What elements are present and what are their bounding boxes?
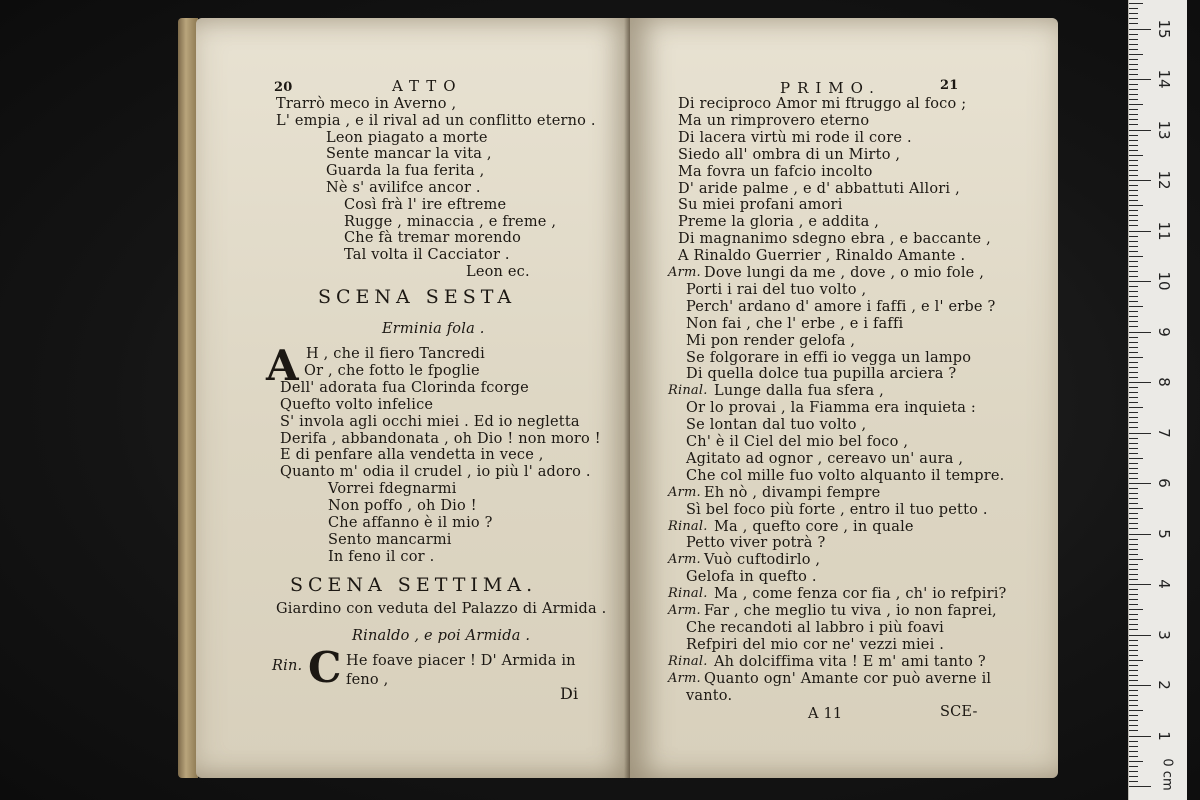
rin-line-2: feno , — [346, 672, 389, 688]
ruler-tick — [1129, 231, 1151, 232]
ruler-tick — [1129, 392, 1138, 393]
verse-line: Che fà tremar morendo — [344, 230, 522, 247]
ruler-tick — [1129, 357, 1143, 358]
ruler-tick — [1129, 119, 1138, 120]
ruler-number: 14 — [1155, 69, 1173, 89]
page-edges — [178, 18, 198, 778]
ruler-tick — [1129, 730, 1138, 731]
ruler-tick — [1129, 579, 1138, 580]
dialogue-line: Lunge dalla fua sfera , — [714, 383, 884, 400]
ruler-tick — [1129, 402, 1138, 403]
ruler-number: 2 — [1155, 680, 1173, 690]
ruler-tick — [1129, 387, 1138, 388]
ruler-tick — [1129, 422, 1138, 423]
running-head-right: PRIMO. — [780, 79, 881, 97]
right-page — [630, 18, 1058, 778]
running-head-left: ATTO — [392, 77, 463, 95]
ruler-tick — [1129, 382, 1151, 383]
dialogue-line: Di reciproco Amor mi ftruggo al foco ; — [678, 96, 967, 112]
dialogue-line: Dove lungi da me , dove , o mio fole , — [704, 265, 985, 281]
ruler-tick — [1129, 574, 1138, 575]
ruler-tick — [1129, 49, 1138, 50]
ruler-tick — [1129, 347, 1138, 348]
ruler-tick — [1129, 624, 1138, 625]
ruler-tick — [1129, 276, 1138, 277]
ruler-number: 6 — [1155, 478, 1173, 488]
verse-line: H , che il fiero Tancredi — [306, 346, 485, 362]
dialogue-line: Agitato ad ognor , cereavo un' aura , — [686, 450, 964, 467]
ruler-tick — [1129, 332, 1151, 333]
dialogue-line: Eh nò , divampi fempre — [704, 484, 881, 501]
ruler-tick — [1129, 220, 1138, 221]
ruler-tick — [1129, 619, 1138, 620]
ruler-tick — [1129, 675, 1138, 676]
ruler-tick — [1129, 604, 1138, 605]
ruler-tick — [1129, 720, 1138, 721]
verse-line: L' empia , e il rival ad un conflitto eterno . — [276, 112, 596, 129]
speaker-label: Rinal. — [668, 518, 708, 534]
ruler-tick — [1129, 155, 1143, 156]
drop-cap-a: A — [266, 341, 299, 390]
ruler-number: 7 — [1155, 427, 1173, 438]
dialogue-line: Ah dolciffima vita ! E m' ami tanto ? — [714, 653, 986, 670]
ruler-tick — [1129, 685, 1151, 686]
ruler-tick — [1129, 534, 1151, 535]
ruler-tick — [1129, 660, 1143, 661]
ruler-tick — [1129, 99, 1138, 100]
ruler-tick — [1129, 130, 1151, 131]
ruler-tick — [1129, 69, 1138, 70]
ruler-tick — [1129, 761, 1143, 762]
ruler-tick — [1129, 104, 1143, 105]
ruler-tick — [1129, 13, 1138, 14]
ruler-tick — [1129, 584, 1151, 585]
ruler-tick — [1129, 544, 1138, 545]
ruler-tick — [1129, 589, 1138, 590]
verse-line: Derifa , abbandonata , oh Dio ! non moro ! — [280, 430, 601, 447]
verse-line: Sente mancar la vita , — [326, 146, 492, 163]
dialogue-line: Or lo provai , la Fiamma era inquieta : — [686, 400, 976, 417]
verse-line: Guarda la fua ferita , — [326, 163, 485, 180]
dialogue-line: Quanto ogn' Amante cor può averne il — [704, 670, 992, 687]
ruler-tick — [1129, 690, 1138, 691]
ruler-number: 3 — [1155, 629, 1173, 640]
ruler-tick — [1129, 215, 1138, 216]
ruler-tick — [1129, 680, 1138, 681]
ruler-tick — [1129, 736, 1151, 737]
ruler-tick — [1129, 29, 1151, 30]
ruler-tick — [1129, 271, 1138, 272]
ruler-tick — [1129, 362, 1138, 363]
ruler-number: 5 — [1155, 528, 1173, 539]
ruler-tick — [1129, 417, 1138, 418]
verse-line: Leon ec. — [466, 264, 530, 280]
verse-line: Or , che fotto le fpoglie — [304, 362, 480, 379]
speaker-label: Rinal. — [668, 586, 708, 602]
speaker-label: Arm. — [668, 484, 701, 500]
verse-line: Rugge , minaccia , e freme , — [344, 213, 557, 230]
dialogue-line: Di magnanimo sdegno ebra , e baccante , — [678, 231, 991, 248]
ruler-tick — [1129, 614, 1138, 615]
ruler-tick — [1129, 665, 1138, 666]
dialogue-line: Gelofa in quefto . — [686, 569, 817, 586]
ruler-unit: 0 cm — [1159, 758, 1175, 791]
ruler-tick — [1129, 372, 1138, 373]
dialogue-line: Mi pon render gelofa , — [686, 332, 856, 349]
ruler-tick — [1129, 140, 1138, 141]
ruler-tick — [1129, 316, 1138, 317]
speaker-label: Rinal. — [668, 383, 708, 399]
ruler-tick — [1129, 508, 1143, 509]
dialogue-line: Ma fovra un fafcio incolto — [678, 163, 873, 180]
ruler-tick — [1129, 44, 1138, 45]
ruler-tick — [1129, 463, 1138, 464]
ruler-tick — [1129, 478, 1138, 479]
ruler-number: 8 — [1155, 377, 1173, 387]
ruler-tick — [1129, 756, 1138, 757]
signature-mark: A 11 — [808, 706, 843, 722]
ruler-tick — [1129, 705, 1138, 706]
ruler-tick — [1129, 640, 1138, 641]
ruler-tick — [1129, 569, 1138, 570]
ruler-tick — [1129, 407, 1143, 408]
ruler-tick — [1129, 175, 1138, 176]
ruler-tick — [1129, 281, 1151, 282]
ruler-tick — [1129, 700, 1138, 701]
measurement-ruler — [1128, 0, 1187, 800]
dialogue-line: Ch' è il Ciel del mio bel foco , — [686, 434, 909, 450]
speaker-label: Arm. — [668, 603, 701, 618]
open-book — [178, 18, 1058, 788]
ruler-number: 15 — [1155, 18, 1173, 39]
verse-line: Vorrei fdegnarmi — [328, 481, 457, 498]
ruler-tick — [1129, 564, 1138, 565]
ruler-tick — [1129, 109, 1138, 110]
ruler-tick — [1129, 458, 1143, 459]
ruler-tick — [1129, 321, 1138, 322]
verse-line: Quanto m' odia il crudel , io più l' adoro . — [280, 464, 591, 481]
ruler-tick — [1129, 205, 1143, 206]
dialogue-line: A Rinaldo Guerrier , Rinaldo Amante . — [678, 248, 966, 265]
ruler-tick — [1129, 412, 1138, 413]
ruler-number: 10 — [1155, 271, 1173, 291]
ruler-tick — [1129, 528, 1138, 529]
ruler-tick — [1129, 513, 1138, 514]
verse-line: Nè s' avilifce ancor . — [326, 180, 481, 196]
ruler-tick — [1129, 261, 1138, 262]
scene-6-title: SCENA SESTA — [318, 286, 517, 308]
ruler-tick — [1129, 195, 1138, 196]
dialogue-line: Se folgorare in effi io vegga un lampo — [686, 349, 972, 366]
verse-line: Non poffo , oh Dio ! — [328, 498, 477, 515]
ruler-number: 9 — [1155, 326, 1173, 337]
ruler-tick — [1129, 498, 1138, 499]
ruler-tick — [1129, 54, 1143, 55]
ruler-tick — [1129, 165, 1138, 166]
page-number-left: 20 — [274, 80, 293, 95]
verse-line: Dell' adorata fua Clorinda fcorge — [280, 379, 529, 396]
ruler-tick — [1129, 296, 1138, 297]
rin-line-1: He foave piacer ! D' Armida in — [346, 653, 576, 669]
dialogue-line: Ma , quefto core , in quale — [714, 518, 914, 535]
ruler-tick — [1129, 352, 1138, 353]
scene-7-cast: Rinaldo , e poi Armida . — [352, 628, 531, 644]
speaker-rin: Rin. — [272, 658, 303, 674]
ruler-number: 13 — [1155, 119, 1173, 140]
verse-line: E di penfare alla vendetta in vece , — [280, 447, 544, 464]
dialogue-line: Su miei profani amori — [678, 197, 843, 214]
ruler-tick — [1129, 766, 1138, 767]
dialogue-line: Non fai , che l' erbe , e i faffi — [686, 315, 904, 332]
scene-7-setting: Giardino con veduta del Palazzo di Armida . — [276, 601, 607, 617]
ruler-tick — [1129, 559, 1143, 560]
ruler-tick — [1129, 609, 1143, 610]
ruler-tick — [1129, 377, 1138, 378]
ruler-tick — [1129, 635, 1151, 636]
ruler-tick — [1129, 185, 1138, 186]
ruler-tick — [1129, 342, 1138, 343]
verse-line: In feno il cor . — [328, 548, 435, 565]
verse-line: Sento mancarmi — [328, 531, 452, 548]
ruler-tick — [1129, 180, 1151, 181]
ruler-tick — [1129, 549, 1138, 550]
verse-line: Trarrò meco in Averno , — [276, 96, 457, 112]
verse-line: Quefto volto infelice — [280, 396, 434, 413]
dialogue-line: vanto. — [686, 687, 733, 704]
ruler-tick — [1129, 746, 1138, 747]
verse-line: Che affanno è il mio ? — [328, 515, 493, 531]
dialogue-line: Ma un rimprovero eterno — [678, 112, 870, 129]
ruler-tick — [1129, 771, 1138, 772]
ruler-tick — [1129, 311, 1138, 312]
ruler-number: 1 — [1155, 730, 1173, 741]
scene-6-subtitle: Erminia fola . — [382, 321, 485, 337]
speaker-label: Rinal. — [668, 653, 708, 669]
ruler-tick — [1129, 337, 1138, 338]
ruler-tick — [1129, 554, 1138, 555]
ruler-tick — [1129, 367, 1138, 368]
ruler-tick — [1129, 438, 1138, 439]
ruler-tick — [1129, 443, 1138, 444]
ruler-tick — [1129, 397, 1138, 398]
ruler-tick — [1129, 448, 1138, 449]
dialogue-line: Far , che meglio tu viva , io non faprei, — [704, 603, 997, 619]
ruler-tick — [1129, 468, 1138, 469]
ruler-tick — [1129, 74, 1138, 75]
ruler-tick — [1129, 326, 1138, 327]
ruler-tick — [1129, 64, 1138, 65]
ruler-tick — [1129, 291, 1138, 292]
ruler-tick — [1129, 160, 1138, 161]
ruler-tick — [1129, 751, 1138, 752]
speaker-label: Arm. — [668, 670, 701, 686]
ruler-tick — [1129, 725, 1138, 726]
ruler-tick — [1129, 251, 1138, 252]
dialogue-line: Preme la gloria , e addita , — [678, 214, 880, 231]
dialogue-line: Che col mille fuo volto alquanto il tempre. — [686, 467, 1005, 484]
dialogue-line: Di quella dolce tua pupilla arciera ? — [686, 366, 957, 383]
ruler-tick — [1129, 246, 1138, 247]
dialogue-line: Che recandoti al labbro i più foavi — [686, 619, 945, 636]
ruler-tick — [1129, 256, 1143, 257]
ruler-tick — [1129, 741, 1138, 742]
ruler-tick — [1129, 453, 1138, 454]
scene-7-title: SCENA SETTIMA. — [290, 574, 538, 596]
ruler-tick — [1129, 34, 1138, 35]
ruler-tick — [1129, 599, 1138, 600]
ruler-tick — [1129, 427, 1138, 428]
ruler-tick — [1129, 655, 1138, 656]
ruler-tick — [1129, 629, 1138, 630]
verse-line: Leon piagato a morte — [326, 129, 488, 146]
ruler-tick — [1129, 210, 1138, 211]
ruler-tick — [1129, 518, 1138, 519]
catchword-left: Di — [560, 684, 579, 703]
ruler-tick — [1129, 150, 1138, 151]
speaker-label: Arm. — [668, 552, 701, 568]
dialogue-line: Sì bel foco più forte , entro il tuo petto . — [686, 501, 988, 518]
dialogue-line: Di lacera virtù mi rode il core . — [678, 129, 912, 146]
ruler-tick — [1129, 59, 1138, 60]
ruler-tick — [1129, 776, 1138, 777]
ruler-tick — [1129, 493, 1138, 494]
ruler-tick — [1129, 473, 1138, 474]
ruler-tick — [1129, 241, 1138, 242]
ruler-tick — [1129, 645, 1138, 646]
ruler-tick — [1129, 23, 1138, 24]
catchword-right: SCE- — [940, 704, 978, 720]
ruler-tick — [1129, 200, 1138, 201]
ruler-tick — [1129, 89, 1138, 90]
verse-line: Così frà l' ire eftreme — [344, 196, 507, 213]
drop-cap-c: C — [308, 643, 342, 692]
left-page — [196, 18, 634, 778]
ruler-tick — [1129, 488, 1138, 489]
ruler-tick — [1129, 266, 1138, 267]
dialogue-line: Porti i rai del tuo volto , — [686, 281, 867, 298]
ruler-tick — [1129, 8, 1138, 9]
ruler-tick — [1129, 715, 1138, 716]
ruler-tick — [1129, 781, 1138, 782]
speaker-label: Arm. — [668, 265, 701, 280]
ruler-tick — [1129, 786, 1151, 787]
dialogue-line: D' aride palme , e d' abbattuti Allori , — [678, 180, 960, 197]
ruler-tick — [1129, 539, 1138, 540]
dialogue-line: Perch' ardano d' amore i faffi , e l' erbe ? — [686, 298, 996, 315]
ruler-tick — [1129, 650, 1138, 651]
ruler-tick — [1129, 39, 1138, 40]
ruler-tick — [1129, 523, 1138, 524]
ruler-tick — [1129, 286, 1138, 287]
ruler-tick — [1129, 483, 1151, 484]
ruler-tick — [1129, 79, 1151, 80]
dialogue-line: Vuò cuftodirlo , — [704, 552, 821, 569]
ruler-tick — [1129, 124, 1138, 125]
ruler-tick — [1129, 306, 1143, 307]
ruler-tick — [1129, 135, 1138, 136]
ruler-tick — [1129, 301, 1138, 302]
ruler-tick — [1129, 18, 1138, 19]
ruler-number: 11 — [1155, 220, 1173, 241]
dialogue-line: Ma , come fenza cor fia , ch' io refpiri? — [714, 586, 1007, 603]
verse-line: Tal volta il Cacciator . — [344, 247, 510, 264]
ruler-tick — [1129, 145, 1138, 146]
dialogue-line: Refpiri del mio cor ne' vezzi miei . — [686, 636, 945, 653]
page-number-right: 21 — [940, 78, 959, 93]
ruler-number: 4 — [1155, 579, 1173, 589]
dialogue-line: Petto viver potrà ? — [686, 535, 826, 552]
ruler-tick — [1129, 594, 1138, 595]
ruler-tick — [1129, 503, 1138, 504]
ruler-tick — [1129, 114, 1138, 115]
ruler-tick — [1129, 94, 1138, 95]
verse-line: S' invola agli occhi miei . Ed io negletta — [280, 413, 580, 430]
ruler-tick — [1129, 710, 1143, 711]
ruler-tick — [1129, 225, 1138, 226]
ruler-tick — [1129, 670, 1138, 671]
ruler-tick — [1129, 170, 1138, 171]
ruler-number: 12 — [1155, 170, 1173, 190]
ruler-tick — [1129, 695, 1138, 696]
ruler-tick — [1129, 433, 1151, 434]
ruler-tick — [1129, 3, 1143, 4]
dialogue-line: Siedo all' ombra di un Mirto , — [678, 146, 901, 163]
dialogue-line: Se lontan dal tuo volto , — [686, 417, 867, 434]
ruler-tick — [1129, 190, 1138, 191]
ruler-tick — [1129, 84, 1138, 85]
ruler-tick — [1129, 236, 1138, 237]
